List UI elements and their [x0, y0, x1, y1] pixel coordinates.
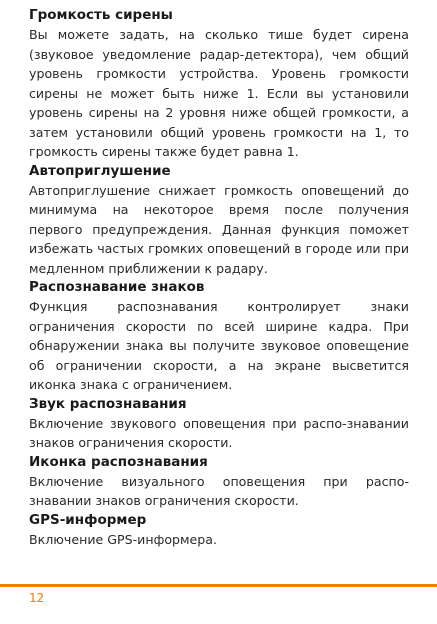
section-body: Включение звукового оповещения при распо-знавании знаков ограничения скорости. — [29, 415, 409, 450]
section-title: Звук распознавания — [29, 395, 187, 412]
section-body: Функция распознавания контролирует знаки ограничения скорости по всей ширине кадра. При обнаружении знака вы получите звуковое оповещение об ограничении скорости, а на экране высветится иконка знака с ограничением. — [29, 299, 409, 392]
section-title: Распознавание знаков — [29, 279, 205, 295]
section-gps-informer — [29, 511, 409, 550]
section-recognition-sound — [29, 395, 409, 453]
footer-divider — [0, 584, 437, 587]
section-title: Иконка распознавания — [29, 453, 208, 470]
page-number: 12 — [29, 591, 45, 605]
section-body: Включение GPS-информера. — [29, 531, 217, 547]
section-siren-volume — [29, 6, 409, 162]
section-auto-mute — [29, 162, 409, 279]
section-recognition-icon — [29, 453, 409, 511]
manual-page — [29, 0, 409, 549]
section-body: Автоприглушение снижает громкость оповещений до минимума на некоторое время после получения первого предупреждения. Данная функция поможет избежать частых громких оповещений в городе или при медленном приближении к радару. — [29, 182, 409, 276]
section-body: Вы можете задать, на сколько тише будет сирена (звуковое уведомление радар-детектора), чем общий уровень громкости устройства. Уровень громкости сирены не может быть ниже 1. Если вы установили уровень сирены на 2 уровня ниже общей громкости, а затем установили общий уровень громкости на 1, то громкость сирены также будет равна 1. — [29, 27, 409, 159]
section-title: Автоприглушение — [29, 162, 171, 179]
section-body: Включение визуального оповещения при распо-знавании знаков ограничения скорости. — [29, 473, 409, 508]
section-title: Громкость сирены — [29, 7, 173, 23]
section-title: GPS-информер — [29, 511, 147, 528]
section-sign-recognition — [29, 278, 409, 395]
